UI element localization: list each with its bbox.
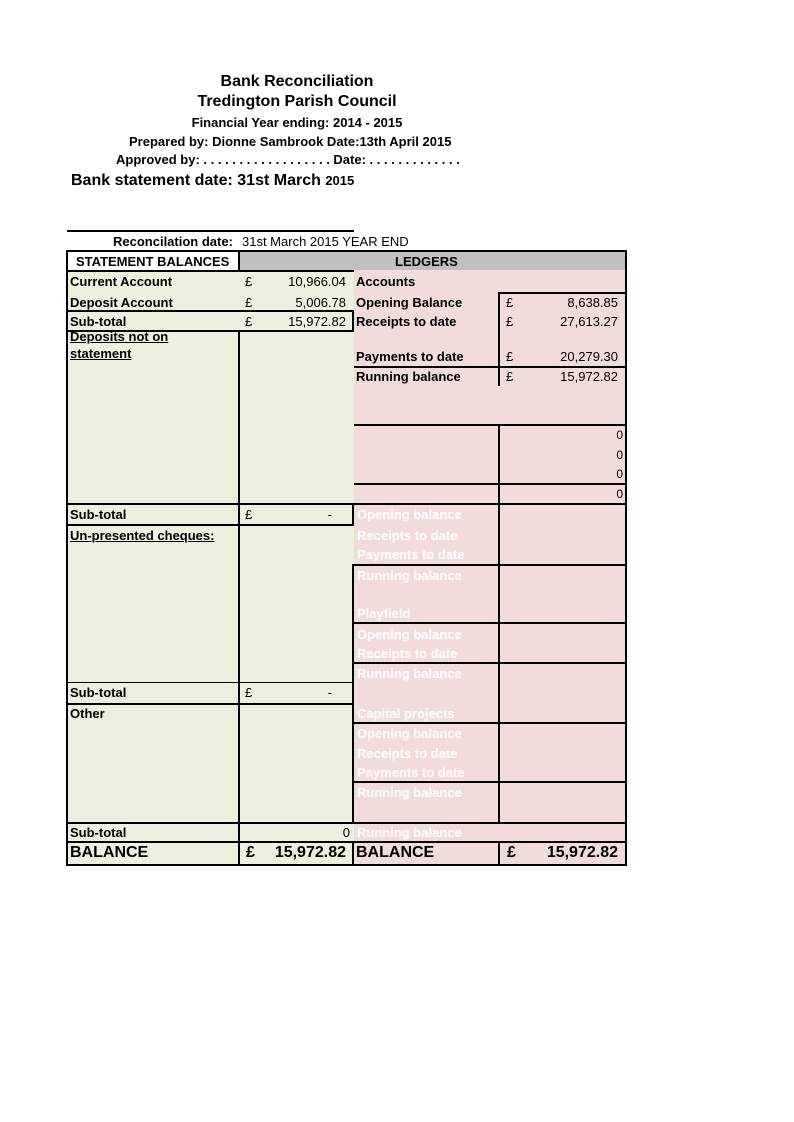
subtotal-currency: £ — [245, 314, 253, 329]
running-balance-value: 15,972.82 — [560, 369, 618, 384]
rule — [352, 843, 354, 864]
approved-by: Approved by: . . . . . . . . . . . . . . . . . . Date: . . . . . . . . . . . . . — [116, 152, 460, 167]
deposit-account-currency: £ — [245, 295, 253, 310]
rule — [238, 332, 240, 864]
accounts-label: Accounts — [356, 274, 416, 289]
opening-balance-label: Opening Balance — [356, 295, 463, 310]
unpresented-cheques-label: Un-presented cheques: — [70, 528, 215, 543]
ledger-balance-label: BALANCE — [356, 844, 435, 861]
hidden-opening-balance: Opening balance — [357, 507, 462, 522]
rule — [354, 366, 625, 368]
balance-currency: £ — [246, 844, 255, 861]
hidden-running-balance-3: Running balance — [357, 785, 462, 800]
subtotal-other-label: Sub-total — [70, 825, 127, 840]
bank-statement-date — [71, 172, 354, 190]
rule — [66, 822, 354, 824]
ledger-balance-currency: £ — [507, 844, 516, 861]
receipts-currency: £ — [506, 314, 514, 329]
council-name: Tredington Parish Council — [197, 93, 397, 110]
rule — [498, 426, 500, 824]
divider-line — [67, 230, 354, 232]
rule — [354, 483, 625, 485]
rule — [66, 310, 354, 312]
rule — [498, 292, 625, 294]
receipts-value: 27,613.27 — [560, 314, 618, 329]
rule — [352, 722, 625, 724]
rule — [66, 270, 354, 272]
hidden-running-balance-4: Running balance — [357, 825, 462, 840]
subtotal-deposits-currency: £ — [245, 507, 253, 522]
rule — [66, 703, 354, 705]
hidden-opening-balance-2: Opening balance — [357, 627, 462, 642]
hidden-payments-3: Payments to date — [357, 765, 465, 780]
rule — [352, 564, 625, 566]
subtotal-value: 15,972.82 — [288, 314, 346, 329]
hidden-capital-projects: Capital projects — [357, 706, 455, 721]
rule — [66, 503, 354, 505]
hidden-opening-balance-3: Opening balance — [357, 726, 462, 741]
rule — [238, 252, 240, 272]
rule — [352, 622, 625, 624]
rule — [498, 843, 500, 864]
table-border-left — [66, 250, 68, 866]
current-account-currency: £ — [245, 274, 253, 289]
hidden-receipts-3: Receipts to date — [357, 746, 458, 761]
reconciliation-label: Reconcilation date: — [113, 234, 233, 249]
bank-statement-date-label: Bank statement date: 31st March — [71, 172, 321, 189]
bank-statement-date-year: 2015 — [325, 173, 355, 188]
subtotal-label: Sub-total — [70, 314, 127, 329]
rule — [66, 682, 354, 683]
deposits-not-on-statement-label: Deposits not on — [70, 329, 169, 344]
current-account-label: Current Account — [70, 274, 173, 289]
rule — [352, 310, 354, 332]
zero-value: 0 — [616, 428, 623, 442]
payments-value: 20,279.30 — [560, 349, 618, 364]
subtotal-cheques-label: Sub-total — [70, 685, 127, 700]
rule — [354, 503, 625, 505]
subtotal-deposits-label: Sub-total — [70, 507, 127, 522]
rule — [354, 424, 625, 426]
ledgers-heading: LEDGERS — [395, 254, 458, 269]
deposits-not-on-statement-label-2: statement — [70, 346, 132, 361]
rule — [352, 781, 625, 783]
rule — [66, 841, 627, 843]
hidden-running-balance: Running balance — [357, 568, 462, 583]
financial-year: Financial Year ending: 2014 - 2015 — [191, 115, 403, 130]
reconciliation-value: 31st March 2015 YEAR END — [242, 234, 409, 249]
opening-balance-currency: £ — [506, 295, 514, 310]
subtotal-cheques-currency: £ — [245, 685, 253, 700]
opening-balance-value: 8,638.85 — [567, 295, 618, 310]
hidden-payments: Payments to date — [357, 547, 465, 562]
deposit-account-label: Deposit Account — [70, 295, 173, 310]
hidden-receipts: Receipts to date — [357, 528, 458, 543]
table-border-right — [625, 250, 627, 866]
table-border-bottom — [66, 864, 627, 866]
subtotal-cheques-value: - — [327, 685, 332, 700]
rule — [498, 292, 500, 386]
rule — [66, 524, 354, 526]
current-account-value: 10,966.04 — [288, 274, 346, 289]
receipts-label: Receipts to date — [356, 314, 457, 329]
rule — [352, 505, 354, 526]
balance-label: BALANCE — [70, 844, 149, 861]
ledger-balance-value: 15,972.82 — [546, 844, 618, 861]
zero-value: 0 — [616, 487, 623, 501]
hidden-playfield: Playfield — [357, 606, 411, 621]
rule — [352, 822, 625, 824]
deposit-account-value: 5,006.78 — [295, 295, 346, 310]
subtotal-deposits-value: - — [327, 507, 332, 522]
rule — [352, 564, 354, 824]
zero-value: 0 — [616, 467, 623, 481]
running-balance-label: Running balance — [356, 369, 461, 384]
hidden-receipts-2: Receipts to date — [357, 646, 458, 661]
running-balance-currency: £ — [506, 369, 514, 384]
payments-currency: £ — [506, 349, 514, 364]
zero-value: 0 — [616, 448, 623, 462]
other-label: Other — [70, 706, 105, 721]
hidden-running-balance-2: Running balance — [357, 666, 462, 681]
page-title: Bank Reconciliation — [220, 73, 374, 90]
payments-label: Payments to date — [356, 349, 464, 364]
prepared-by: Prepared by: Dionne Sambrook Date:13th April 2015 — [129, 134, 452, 149]
table-border-top — [66, 250, 627, 252]
balance-value: 15,972.82 — [274, 844, 346, 861]
rule — [352, 662, 625, 664]
subtotal-other-value: 0 — [342, 825, 350, 840]
statement-balances-heading: STATEMENT BALANCES — [76, 254, 230, 269]
